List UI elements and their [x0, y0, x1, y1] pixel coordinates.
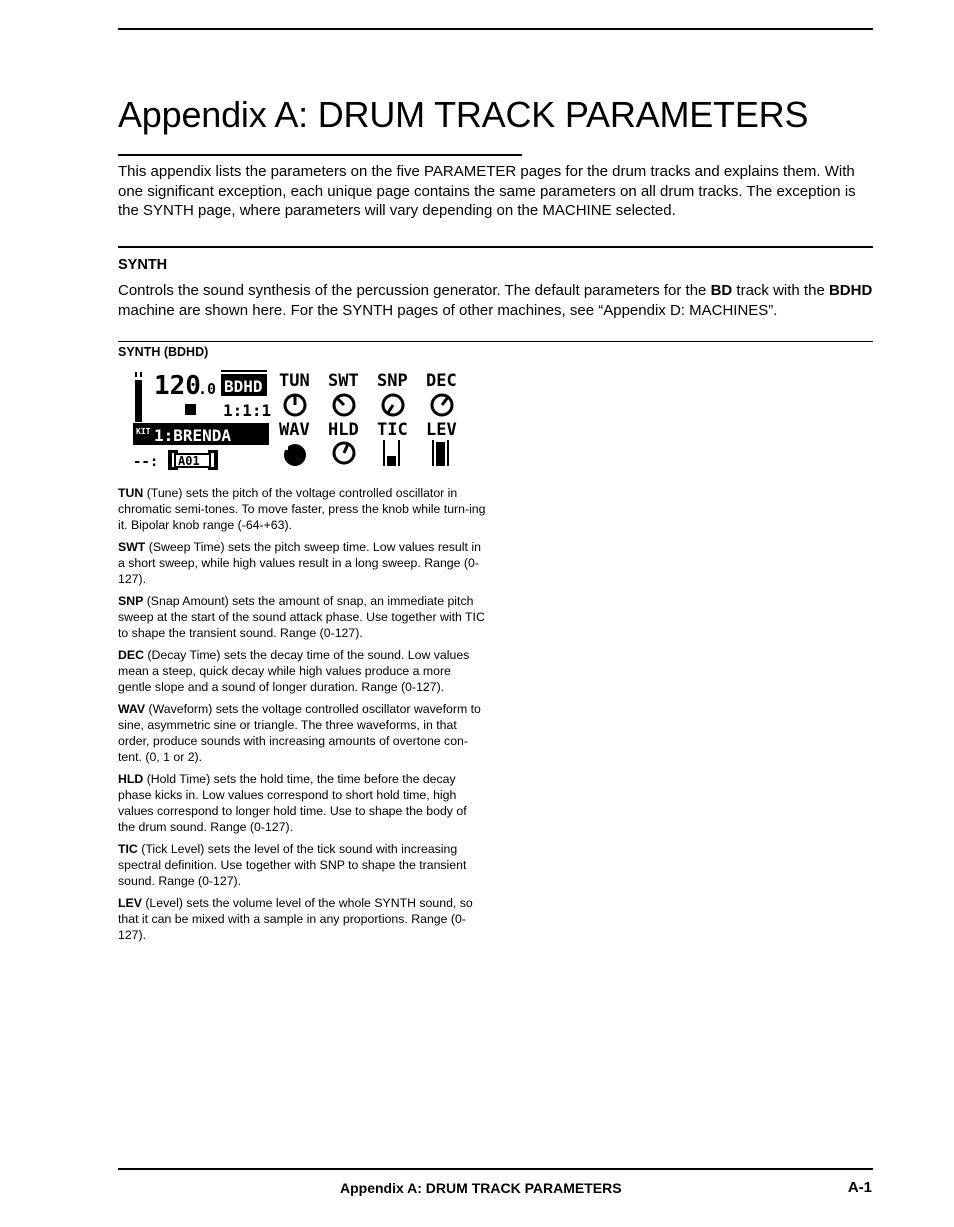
synth-description: Controls the sound synthesis of the percussion generator. The default parameters for the BD track with the BDHD machine are shown here. For the SYNTH pages of other machines, see “Appendix D: MACHINES”. — [118, 282, 873, 319]
tempo-decimal: .0 — [198, 380, 217, 398]
knob-label-snp: SNP — [377, 371, 408, 391]
position-value: 1:1:1 — [223, 401, 272, 420]
subsection-rule — [118, 341, 873, 342]
snp-knob-icon — [383, 395, 403, 415]
pattern-value: A01 — [178, 454, 200, 468]
param-dec: DEC (Decay Time) sets the decay time of the sound. Low values mean a steep, quick decay while high values produce a more gentle slope and a sound of longer duration. Range (0-127). — [118, 648, 470, 694]
page-title: Appendix A: DRUM TRACK PARAMETERS — [118, 94, 809, 135]
synth-heading: SYNTH — [118, 257, 168, 273]
knob-label-tun: TUN — [279, 371, 310, 391]
synth-bdhd-heading: SYNTH (BDHD) — [118, 345, 209, 359]
param-wav: WAV (Waveform) sets the voltage controlled oscillator waveform to sine, asymmetric sine or triangle. The three waveforms, in that order, produce sounds with increasing amounts of overtone con-tent. (0, 1 or 2). — [118, 702, 481, 764]
kit-prefix: KIT — [136, 427, 151, 436]
top-rule — [118, 28, 873, 30]
knob-label-swt: SWT — [328, 371, 359, 391]
lcd-screen-image — [130, 366, 466, 472]
title-underline — [118, 154, 522, 156]
footer-rule — [118, 1168, 873, 1170]
param-lev: LEV (Level) sets the volume level of the whole SYNTH sound, so that it can be mixed with a sample in any proportions. Range (0-127). — [118, 896, 473, 942]
hld-knob-icon — [334, 443, 354, 463]
level-meter-bar — [135, 380, 142, 422]
machine-name: BDHD — [224, 377, 263, 396]
knob-label-dec: DEC — [426, 371, 457, 391]
tempo-value: 120 — [154, 371, 201, 401]
param-tun: TUN (Tune) sets the pitch of the voltage controlled oscillator in chromatic semi-tones. To move faster, press the knob while turn-ing it. Bipolar knob range (-64-+63). — [118, 486, 486, 532]
pattern-prefix: --: — [133, 454, 159, 470]
kit-name: 1:BRENDA — [154, 426, 232, 445]
param-tic: TIC (Tick Level) sets the level of the tick sound with increasing spectral definition. Use together with SNP to shape the transient sound. Range (0-127). — [118, 842, 467, 888]
param-snp: SNP (Snap Amount) sets the amount of snap, an immediate pitch sweep at the start of the sound attack phase. Use together with TIC to shape the transient sound. Range (0-127). — [118, 594, 485, 640]
tic-level-bar-icon — [383, 440, 400, 466]
parameter-list — [118, 485, 486, 949]
stop-icon — [185, 404, 196, 415]
dec-knob-icon — [432, 395, 452, 415]
footer-title: Appendix A: DRUM TRACK PARAMETERS — [340, 1180, 622, 1196]
param-swt: SWT (Sweep Time) sets the pitch sweep time. Low values result in a short sweep, while high values result in a long sweep. Range (0-127). — [118, 540, 481, 586]
swt-knob-icon — [334, 395, 354, 415]
wav-knob-icon — [280, 444, 306, 466]
knob-label-hld: HLD — [328, 420, 359, 440]
knob-label-tic: TIC — [377, 420, 408, 440]
intro-paragraph: This appendix lists the parameters on the five PARAMETER pages for the drum tracks and explains them. With one significant exception, each unique page contains the same parameters on all drum tracks. The exception is the SYNTH page, where parameters will vary depending on the MACHINE selected. — [118, 163, 856, 219]
param-hld: HLD (Hold Time) sets the hold time, the time before the decay phase kicks in. Low values correspond to short hold time, high values correspond to longer hold time. Use to shape the body of the drum sound. Range (0-127). — [118, 772, 467, 834]
knob-label-wav: WAV — [279, 420, 310, 440]
knob-label-lev: LEV — [426, 420, 457, 440]
tun-knob-icon — [285, 395, 305, 415]
lev-level-bar-icon — [432, 440, 449, 466]
page-number: A-1 — [847, 1179, 872, 1196]
synth-section-rule — [118, 246, 873, 248]
